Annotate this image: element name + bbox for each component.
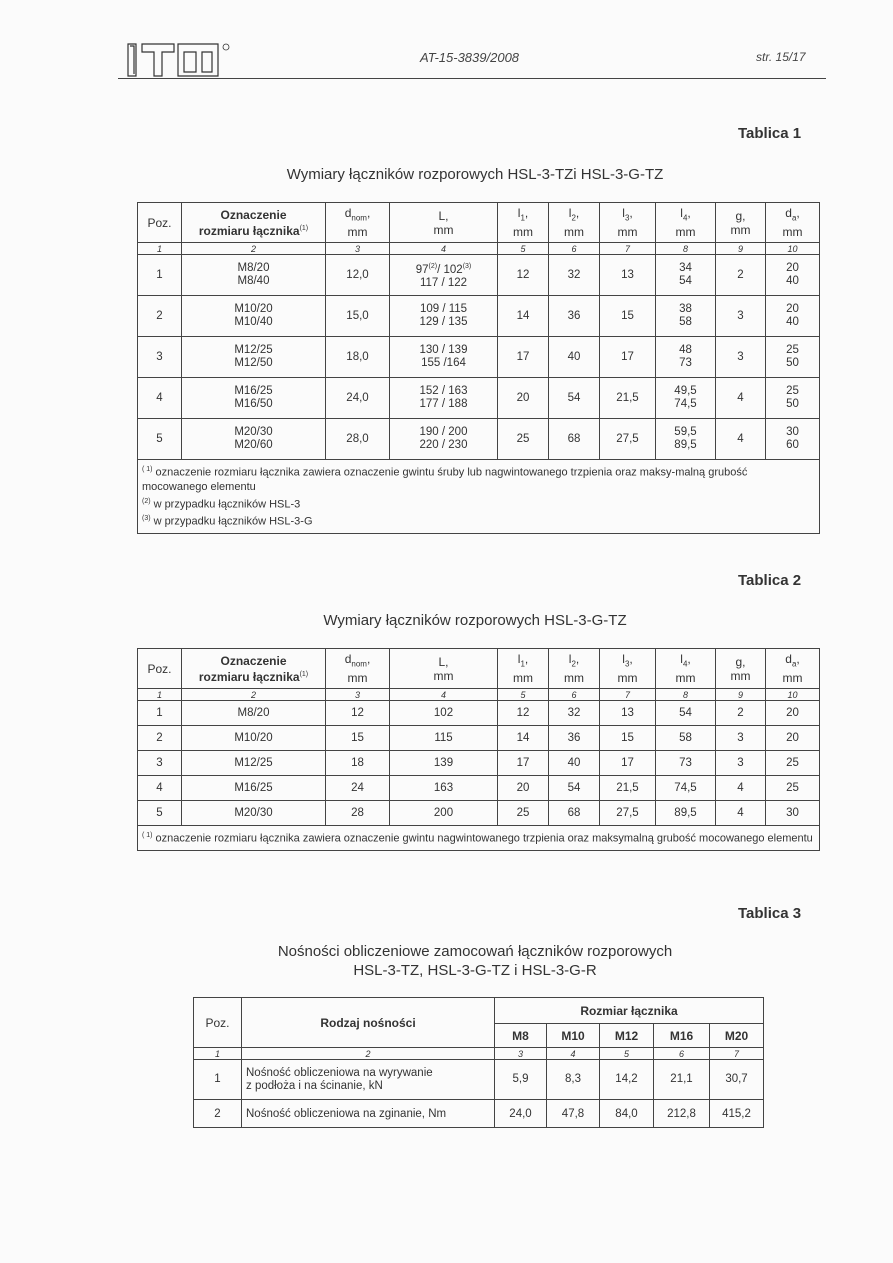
cell: 74,5: [656, 776, 716, 801]
table2-header-row: [138, 649, 820, 689]
cell-dnom: 24,0: [326, 378, 390, 419]
cell: 54: [549, 776, 600, 801]
cell: M8/20: [182, 701, 326, 726]
cell-l2: 54: [549, 378, 600, 419]
cell-poz: 2: [138, 296, 182, 337]
cell: 25: [766, 751, 820, 776]
cell-da: 20 40: [766, 296, 820, 337]
cell-da: 25 50: [766, 378, 820, 419]
cell-l2: 36: [549, 296, 600, 337]
cell: 27,5: [600, 801, 656, 826]
cell-l4: 48 73: [656, 337, 716, 378]
colnum: 2: [182, 689, 326, 701]
colnum: 5: [498, 243, 549, 255]
cell: 14: [498, 726, 549, 751]
cell-oznaczenie: M20/30 M20/60: [182, 419, 326, 460]
cell-poz: 1: [138, 255, 182, 296]
table-row: [138, 801, 820, 826]
col-l4: $l_4$, mm: [656, 649, 716, 689]
cell: M20/30: [182, 801, 326, 826]
cell: 36: [549, 726, 600, 751]
colnum: 10: [766, 243, 820, 255]
table3-title-line2: HSL-3-TZ, HSL-3-G-TZ i HSL-3-G-R: [353, 962, 597, 979]
col-l1: $l_1$, mm: [498, 649, 549, 689]
cell: 25: [766, 776, 820, 801]
cell-l4: 34 54: [656, 255, 716, 296]
colnum: 8: [656, 689, 716, 701]
cell-l2: 40: [549, 337, 600, 378]
col-size-m16: M16: [654, 1024, 710, 1048]
colnum: 7: [600, 689, 656, 701]
table3-title-line1: Nośności obliczeniowe zamocowań łączników rozporowych: [277, 943, 673, 960]
col-l2: $l_2$, mm: [549, 649, 600, 689]
table2-notes-row: [138, 826, 820, 851]
colnum: 3: [326, 689, 390, 701]
cell: 12: [498, 701, 549, 726]
colnum: 1: [194, 1048, 242, 1060]
itb-logo-icon: [126, 42, 236, 78]
cell: 13: [600, 701, 656, 726]
table1-notes: [138, 460, 820, 534]
cell-l1: 14: [498, 296, 549, 337]
cell-l4: 59,5 89,5: [656, 419, 716, 460]
document-number: AT-15-3839/2008: [420, 50, 520, 65]
cell: 1: [138, 701, 182, 726]
col-dnom: $d_{nom}$, mm: [326, 203, 390, 243]
table2-title: Wymiary łączników rozporowych HSL-3-G-TZ: [323, 612, 627, 629]
cell: 4: [138, 776, 182, 801]
cell-g: 3: [716, 337, 766, 378]
cell: 115: [390, 726, 498, 751]
cell-value: 21,1: [654, 1060, 710, 1100]
cell: 4: [716, 801, 766, 826]
cell: 3: [138, 751, 182, 776]
table2-notes: [138, 826, 820, 851]
colnum: 3: [495, 1048, 547, 1060]
cell-l1: 17: [498, 337, 549, 378]
cell: 15: [326, 726, 390, 751]
cell: 21,5: [600, 776, 656, 801]
page-number: str. 15/17: [756, 50, 806, 64]
cell-dnom: 18,0: [326, 337, 390, 378]
col-L: L, mm: [390, 649, 498, 689]
cell-value: 5,9: [495, 1060, 547, 1100]
colnum: 10: [766, 689, 820, 701]
cell-poz: 1: [194, 1060, 242, 1100]
cell-l1: 25: [498, 419, 549, 460]
table-row: [138, 726, 820, 751]
cell-poz: 2: [194, 1100, 242, 1128]
table-row: [138, 419, 820, 460]
table-row: [138, 296, 820, 337]
cell-dnom: 15,0: [326, 296, 390, 337]
cell: M12/25: [182, 751, 326, 776]
cell: 3: [716, 726, 766, 751]
col-poz: Poz.: [138, 203, 182, 243]
cell-value: 212,8: [654, 1100, 710, 1128]
colnum: 9: [716, 689, 766, 701]
table1-notes-row: [138, 460, 820, 534]
table3-label: Tablica 3: [738, 905, 802, 922]
cell-L: 190 / 200 220 / 230: [390, 419, 498, 460]
cell-oznaczenie: M12/25 M12/50: [182, 337, 326, 378]
colnum: 2: [242, 1048, 495, 1060]
colnum: 7: [600, 243, 656, 255]
colnum: 1: [138, 689, 182, 701]
note: $^{(2)}$ w przypadku łączników HSL-3: [142, 497, 301, 511]
cell: 20: [766, 726, 820, 751]
cell: 40: [549, 751, 600, 776]
note: $^{(3)}$ w przypadku łączników HSL-3-G: [142, 515, 313, 528]
cell-g: 4: [716, 419, 766, 460]
col-l3: $l_3$, mm: [600, 649, 656, 689]
colnum: 4: [390, 243, 498, 255]
cell-l3: 13: [600, 255, 656, 296]
cell-l4: 38 58: [656, 296, 716, 337]
colnum: 9: [716, 243, 766, 255]
cell-l4: 49,5 74,5: [656, 378, 716, 419]
cell: 2: [138, 726, 182, 751]
cell: 54: [656, 701, 716, 726]
table1: [137, 202, 820, 534]
cell-poz: 3: [138, 337, 182, 378]
cell: 32: [549, 701, 600, 726]
cell-dnom: 12,0: [326, 255, 390, 296]
cell: 58: [656, 726, 716, 751]
cell: M16/25: [182, 776, 326, 801]
cell: 2: [716, 701, 766, 726]
note: $^{( 1)}$ oznaczenie rozmiaru łącznika zawiera oznaczenie gwintu śruby lub nagwintowanego trzpienia oraz maksy-malną grubość mocowanego elementu: [142, 466, 748, 493]
table3-colnum-row: [194, 1048, 764, 1060]
col-rodzaj: Rodzaj nośności: [242, 998, 495, 1048]
col-g: g, mm: [716, 649, 766, 689]
cell-value: 14,2: [600, 1060, 654, 1100]
table-row: [138, 776, 820, 801]
table-row: [138, 337, 820, 378]
cell: 15: [600, 726, 656, 751]
colnum: 1: [138, 243, 182, 255]
cell: 17: [498, 751, 549, 776]
cell-da: 20 40: [766, 255, 820, 296]
cell-g: 2: [716, 255, 766, 296]
cell-L: 97$^{(2)}$/ 102$^{(3)}$ 117 / 122: [390, 255, 498, 296]
col-size-m12: M12: [600, 1024, 654, 1048]
colnum: 7: [710, 1048, 764, 1060]
cell: 163: [390, 776, 498, 801]
cell-value: 84,0: [600, 1100, 654, 1128]
cell-L: 130 / 139 155 /164: [390, 337, 498, 378]
col-oznaczenie: Oznaczenie rozmiaru łącznika$^{(1)}$: [182, 649, 326, 689]
col-l3: $l_3$, mm: [600, 203, 656, 243]
colnum: 2: [182, 243, 326, 255]
table3-header-row: [194, 998, 764, 1024]
cell-value: 415,2: [710, 1100, 764, 1128]
cell: 89,5: [656, 801, 716, 826]
cell: 24: [326, 776, 390, 801]
cell-l2: 68: [549, 419, 600, 460]
cell: 73: [656, 751, 716, 776]
cell-l3: 17: [600, 337, 656, 378]
colnum: 6: [549, 689, 600, 701]
table1-colnum-row: [138, 243, 820, 255]
col-poz: Poz.: [194, 998, 242, 1048]
col-oznaczenie: Oznaczenie rozmiaru łącznika$^{(1)}$: [182, 203, 326, 243]
cell: 139: [390, 751, 498, 776]
table-row: [138, 378, 820, 419]
cell: 20: [498, 776, 549, 801]
col-da: $d_a$, mm: [766, 203, 820, 243]
cell-l3: 21,5: [600, 378, 656, 419]
col-size-m20: M20: [710, 1024, 764, 1048]
cell: 200: [390, 801, 498, 826]
col-poz: Poz.: [138, 649, 182, 689]
note: $^{( 1)}$ oznaczenie rozmiaru łącznika zawiera oznaczenie gwintu nagwintowanego trzpienia oraz maksymalną grubość mocowanego elementu: [142, 832, 813, 845]
col-g: g, mm: [716, 203, 766, 243]
cell: 25: [498, 801, 549, 826]
cell-L: 152 / 163 177 / 188: [390, 378, 498, 419]
cell-l1: 20: [498, 378, 549, 419]
cell-l2: 32: [549, 255, 600, 296]
colnum: 3: [326, 243, 390, 255]
colnum: 5: [498, 689, 549, 701]
cell-g: 3: [716, 296, 766, 337]
table1-header-row: [138, 203, 820, 243]
table-row: [138, 255, 820, 296]
cell-oznaczenie: M10/20 M10/40: [182, 296, 326, 337]
cell-g: 4: [716, 378, 766, 419]
table2-label: Tablica 2: [738, 572, 802, 589]
col-rozmiar: Rozmiar łącznika: [495, 998, 764, 1024]
col-L: L, mm: [390, 203, 498, 243]
cell-value: 24,0: [495, 1100, 547, 1128]
cell-rodzaj: Nośność obliczeniowa na zginanie, Nm: [242, 1100, 495, 1128]
table-row: [138, 701, 820, 726]
cell-da: 25 50: [766, 337, 820, 378]
colnum: 4: [390, 689, 498, 701]
cell-dnom: 28,0: [326, 419, 390, 460]
colnum: 4: [547, 1048, 600, 1060]
col-da: $d_a$, mm: [766, 649, 820, 689]
table1-title: Wymiary łączników rozporowych HSL-3-TZi HSL-3-G-TZ: [286, 166, 664, 183]
cell: M10/20: [182, 726, 326, 751]
colnum: 8: [656, 243, 716, 255]
cell: 3: [716, 751, 766, 776]
cell: 68: [549, 801, 600, 826]
table-row: [194, 1060, 764, 1100]
colnum: 5: [600, 1048, 654, 1060]
cell-value: 30,7: [710, 1060, 764, 1100]
col-l1: $l_1$, mm: [498, 203, 549, 243]
table-row: [138, 751, 820, 776]
cell: 17: [600, 751, 656, 776]
cell-l3: 27,5: [600, 419, 656, 460]
cell: 20: [766, 701, 820, 726]
cell: 5: [138, 801, 182, 826]
cell-poz: 4: [138, 378, 182, 419]
cell: 30: [766, 801, 820, 826]
table3-title: [200, 942, 750, 980]
cell: 12: [326, 701, 390, 726]
col-dnom: $d_{nom}$, mm: [326, 649, 390, 689]
colnum: 6: [549, 243, 600, 255]
colnum: 6: [654, 1048, 710, 1060]
col-size-m10: M10: [547, 1024, 600, 1048]
cell-value: 8,3: [547, 1060, 600, 1100]
cell-l1: 12: [498, 255, 549, 296]
cell-oznaczenie: M8/20 M8/40: [182, 255, 326, 296]
cell-poz: 5: [138, 419, 182, 460]
table2-colnum-row: [138, 689, 820, 701]
col-l4: $l_4$, mm: [656, 203, 716, 243]
table3: [193, 997, 764, 1128]
cell-value: 47,8: [547, 1100, 600, 1128]
header-divider: [118, 78, 826, 79]
col-l2: $l_2$, mm: [549, 203, 600, 243]
cell-L: 109 / 115 129 / 135: [390, 296, 498, 337]
cell: 102: [390, 701, 498, 726]
cell-oznaczenie: M16/25 M16/50: [182, 378, 326, 419]
cell-l3: 15: [600, 296, 656, 337]
cell: 18: [326, 751, 390, 776]
cell: 4: [716, 776, 766, 801]
col-size-m8: M8: [495, 1024, 547, 1048]
table-row: [194, 1100, 764, 1128]
cell-rodzaj: Nośność obliczeniowa na wyrywanie z podłoża i na ścinanie, kN: [242, 1060, 495, 1100]
cell: 28: [326, 801, 390, 826]
table2: [137, 648, 820, 851]
cell-da: 30 60: [766, 419, 820, 460]
table1-label: Tablica 1: [738, 125, 802, 142]
